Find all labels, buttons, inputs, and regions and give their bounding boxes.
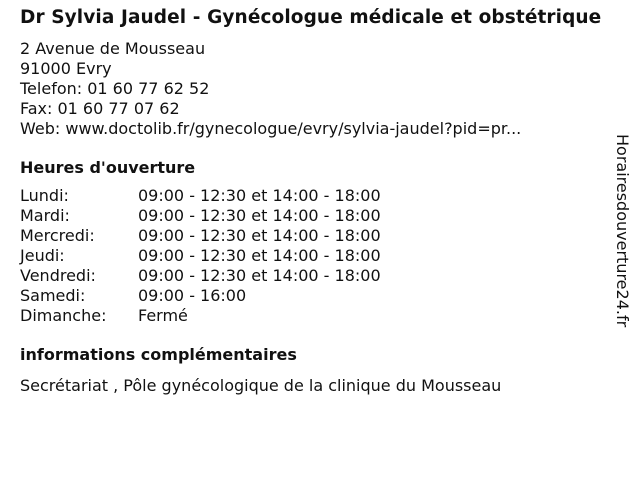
hours-day: Samedi:	[20, 286, 86, 305]
street-address: 2 Avenue de Mousseau	[20, 39, 206, 58]
extra-info-heading: informations complémentaires	[20, 345, 297, 364]
business-card	[20, 8, 610, 396]
hours-row-tuesday	[20, 206, 610, 226]
hours-table	[20, 186, 610, 326]
phone-number: Telefon: 01 60 77 62 52	[20, 79, 210, 98]
hours-day: Mercredi:	[20, 226, 95, 245]
fax-number: Fax: 01 60 77 07 62	[20, 99, 180, 118]
hours-row-saturday	[20, 286, 610, 306]
address-block	[20, 39, 610, 139]
hours-row-thursday	[20, 246, 610, 266]
site-brand-vertical: Horairesdouverture24.fr	[613, 134, 632, 328]
website-link[interactable]: Web: www.doctolib.fr/gynecologue/evry/sylvia-jaudel?pid=pr...	[20, 119, 522, 138]
page-title: Dr Sylvia Jaudel - Gynécologue médicale et obstétrique	[20, 7, 602, 28]
hours-time: 09:00 - 12:30 et 14:00 - 18:00	[138, 266, 381, 285]
hours-time: 09:00 - 12:30 et 14:00 - 18:00	[138, 246, 381, 265]
hours-day: Vendredi:	[20, 266, 96, 285]
hours-day: Jeudi:	[20, 246, 65, 265]
hours-time: 09:00 - 12:30 et 14:00 - 18:00	[138, 186, 381, 205]
city-postal: 91000 Evry	[20, 59, 112, 78]
hours-time: 09:00 - 12:30 et 14:00 - 18:00	[138, 206, 381, 225]
hours-time: Fermé	[138, 306, 188, 325]
hours-row-friday	[20, 266, 610, 286]
hours-heading: Heures d'ouverture	[20, 158, 196, 177]
hours-row-sunday	[20, 306, 610, 326]
hours-row-monday	[20, 186, 610, 206]
hours-day: Dimanche:	[20, 306, 107, 325]
extra-info-text: Secrétariat , Pôle gynécologique de la clinique du Mousseau	[20, 376, 502, 395]
hours-time: 09:00 - 16:00	[138, 286, 247, 305]
hours-day: Mardi:	[20, 206, 70, 225]
hours-day: Lundi:	[20, 186, 69, 205]
hours-row-wednesday	[20, 226, 610, 246]
hours-time: 09:00 - 12:30 et 14:00 - 18:00	[138, 226, 381, 245]
